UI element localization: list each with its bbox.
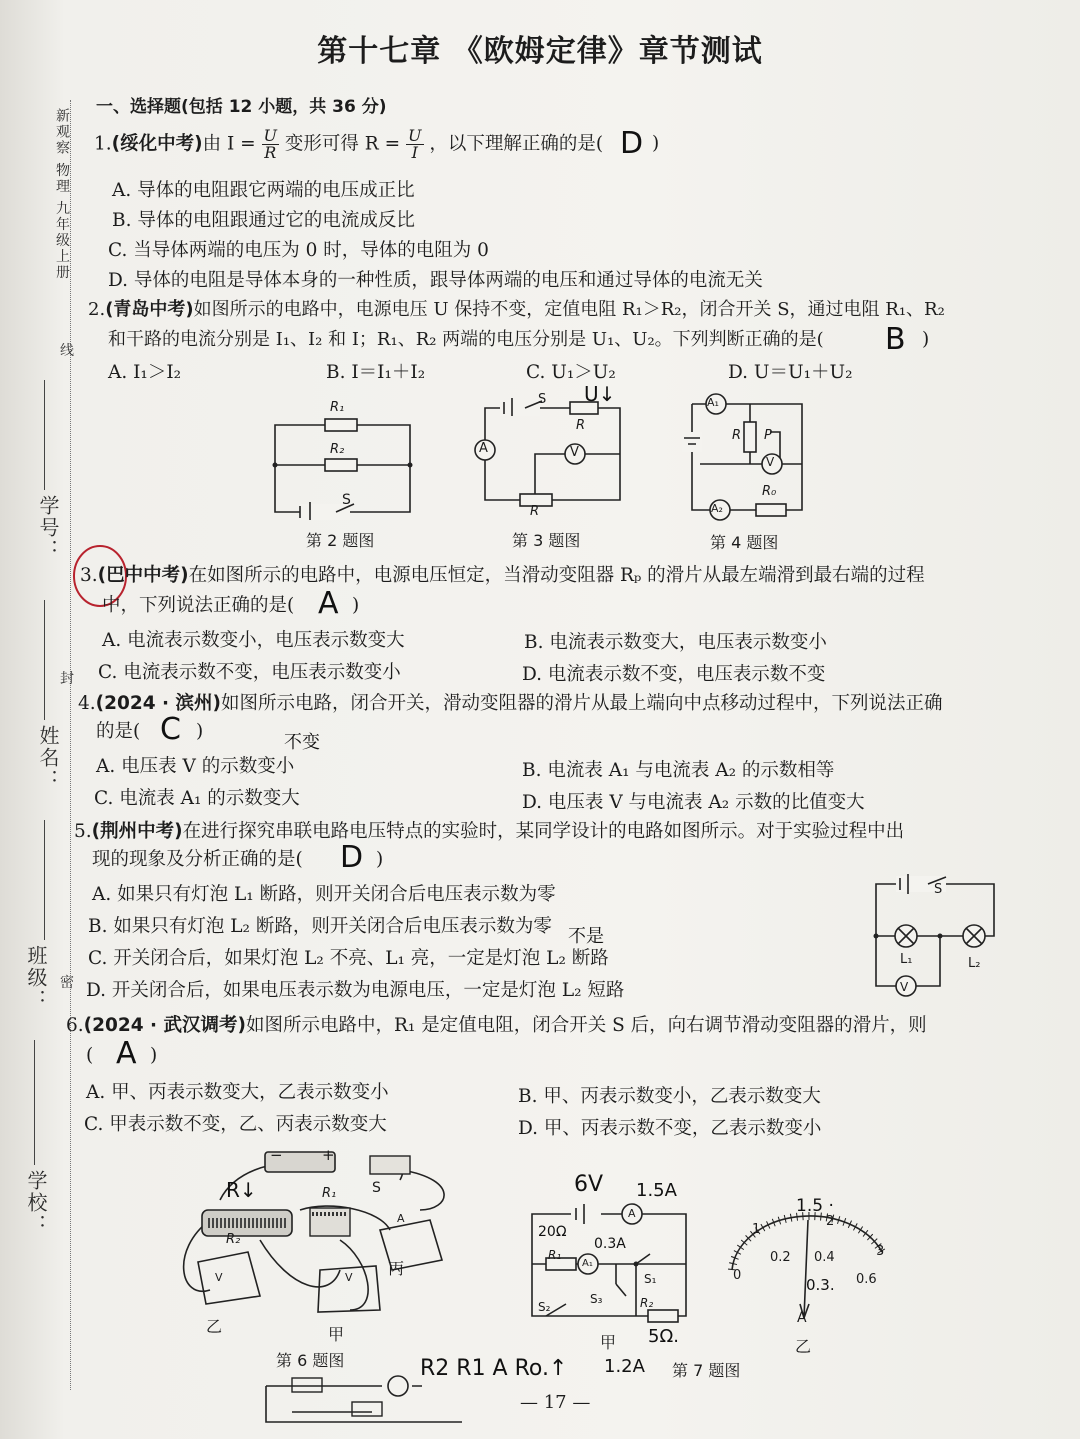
q2-option-a: A. I₁＞I₂ xyxy=(108,362,182,383)
page-title: 第十七章 《欧姆定律》章节测试 xyxy=(317,34,763,69)
fig7-caption: 第 7 题图 xyxy=(672,1361,741,1380)
q6-option-c: C. 甲表示数不变，乙、丙表示数变大 xyxy=(84,1114,387,1135)
q3-answer-handwritten: A xyxy=(318,586,339,621)
q3-option-d: D. 电流表示数不变，电压表示数不变 xyxy=(522,664,826,685)
ammeter-dial xyxy=(712,1200,892,1320)
fig6-pictorial-circuit xyxy=(180,1150,470,1340)
q6-answer-handwritten: A xyxy=(116,1036,137,1071)
q3-option-c: C. 电流表示数不变，电压表示数变小 xyxy=(98,662,401,683)
q5-option-c: C. 开关闭合后，如果灯泡 L₂ 不亮、L₁ 亮，一定是灯泡 L₂ 断路 xyxy=(88,948,609,969)
q6-option-a: A. 甲、丙表示数变大，乙表示数变小 xyxy=(86,1082,389,1103)
q3-option-a: A. 电流表示数变小，电压表示数变大 xyxy=(102,630,405,651)
fig4-caption: 第 4 题图 xyxy=(710,533,779,552)
q1-stem: 1.(绥化中考)由 I = $\frac{U}{R}$ 变形可得 R = $\frac{U}{I}$ ，以下理解正确的是( xyxy=(94,126,604,162)
q1-option-c: C. 当导体两端的电压为 0 时，导体的电阻为 0 xyxy=(108,240,489,261)
fig7-circuit xyxy=(526,1204,696,1324)
q4-option-c: C. 电流表 A₁ 的示数变大 xyxy=(94,788,300,809)
q3-line2: 中，下列说法正确的是( xyxy=(102,595,295,616)
q2-answer-handwritten: B xyxy=(885,322,906,357)
q5-option-d: D. 开关闭合后，如果电压表示数为电源电压，一定是灯泡 L₂ 短路 xyxy=(86,980,625,1001)
q5-line1: 5.(荆州中考)在进行探究串联电路电压特点的实验时，某同学设计的电路如图所示。对于实验过程中出 xyxy=(74,821,905,842)
q4-option-b: B. 电流表 A₁ 与电流表 A₂ 的示数相等 xyxy=(522,760,835,781)
q5-handwritten-note: 不是 xyxy=(568,926,604,947)
cut-line xyxy=(70,100,71,1390)
q2-option-d: D. U＝U₁＋U₂ xyxy=(728,362,853,383)
q4-handwritten-note: 不变 xyxy=(284,732,320,753)
student-no-label: 学号： xyxy=(36,495,60,561)
q6-line1: 6.(2024 · 武汉调考)如图所示电路中，R₁ 是定值电阻，闭合开关 S 后，向右调节滑动变阻器的滑片，则 xyxy=(66,1015,927,1036)
fig3-caption: 第 3 题图 xyxy=(512,531,581,550)
q6-option-b: B. 甲、丙表示数变小，乙表示数变大 xyxy=(518,1086,821,1107)
seal-xian: 线 xyxy=(60,343,74,359)
class-label: 班级： xyxy=(24,945,48,1011)
q2-option-c: C. U₁＞U₂ xyxy=(526,362,616,383)
q3-line1: 3.(巴中中考)在如图所示的电路中，电源电压恒定，当滑动变阻器 Rₚ 的滑片从最左端滑到最右端的过程 xyxy=(80,565,925,586)
q2-line1: 2.(青岛中考)如图所示的电路中，电源电压 U 保持不变，定值电阻 R₁＞R₂，闭合开关 S，通过电阻 R₁、R₂ xyxy=(88,299,945,320)
q1-option-d: D. 导体的电阻是导体本身的一种性质，跟导体两端的电压和通过导体的电流无关 xyxy=(108,270,763,291)
fig3-circuit xyxy=(470,396,630,526)
q5-option-b: B. 如果只有灯泡 L₂ 断路，则开关闭合后电压表示数为零 xyxy=(88,916,552,937)
exam-page: 新观察 物理 九年级上册 线 封 密 学号： 姓名： 班级： 学校： 第十七章 《欧姆定律》章节测试 一、选择题(包括 12 小题，共 36 分) 1.(绥化中考)由 I = $\frac{U}{R}$ 变形可得 R = $\frac{U}{I}$ ，以下理解正确的是( D ) A. 导体的电阻跟它两端的电压成正比 B. 导体的电阻跟通过它的电流成反比 C. 当导体两端的电压为 0 时，导体的电阻为 0 D. 导体的电阻是导体本身的一种性质，跟导体两端的电压和通过导体的电流无关 2.(青岛中考)如图所示的电路中，电源电压 U 保持不变，定值电阻 R₁＞R₂，闭合开关 S，通过电阻 R₁、R₂ 和干路的电流分别是 I₁、I₂ 和 I；R₁、R₂ 两端的电压分别是 U₁、U₂。下列判断正确的是( B ) A. I₁＞I₂ B. I＝I₁＋I₂ C. U₁＞U₂ D. U＝U₁＋U₂ R₁ R₂ S 第 2 题图 A V R S R U↓ 第 3 题图 A₁ V A₂ R P R₀ 第 4 题图 3.(巴中中考)在如图所示的电路中，电源电压恒定，当滑动变阻器 Rₚ 的滑片从最左端滑到最右端的过程 中，下列说法正确的是( A ) A. 电流表示数变小，电压表示数变大 B. 电流表示数变大，电压表示数变小 C. 电流表示数不变，电压表示数变小 D. 电流表示数不变，电压表示数不变 4.(2024 · 滨州)如图所示电路，闭合开关，滑动变阻器的滑片从最上端向中点移动过程中，下列说法正确 的是( C ) 不变 A. 电压表 V 的示数变小 B. 电流表 A₁ 与电流表 A₂ 的示数相等 C. 电流表 A₁ 的示数变大 D. 电压表 V 与电流表 A₂ 示数的比值变大 5.(荆州中考)在进行探究串联电路电压特点的实验时，某同学设计的电路如图所示。对于实验过程中出 现的现象及分析正确的是( D ) A. 如果只有灯泡 L₁ 断路，则开关闭合后电压表示数为零 B. 如果只有灯泡 L₂ 断路，则开关闭合后电压表示数为零 C. 开关闭合后，如果灯泡 L₂ 不亮、L₁ 亮，一定是灯泡 L₂ 断路 D. 开关闭合后，如果电压表示数为电源电压，一定是灯泡 L₂ 短路 不是 S L₁ L₂ V 6.(2024 · 武汉调考)如图所示电路中，R₁ 是定值电阻，闭合开关 S 后，向右调节滑动变阻器的滑片，则 ( A ) A. 甲、丙表示数变大，乙表示数变小 B. 甲、丙表示数变小，乙表示数变大 C. 甲表示数不变，乙、丙表示数变大 D. 甲、丙表示数不变，乙表示数变小 R↓ R₂ R₁ − + S A V V 丙 乙 甲 第 6 题图 6V 1.5A A 20Ω 0.3A R₁ A₁ S₁ S₃ S₂ R₂ 甲 5Ω. 1.2A 第 7 题图 0 0.2 0.4 0.6 1 2 3 1.5 · 0.3. A 乙 R2 R1 A Ro.↑ — 17 — xyxy=(0,0,1080,1439)
q4-option-d: D. 电压表 V 与电流表 A₂ 示数的比值变大 xyxy=(522,792,865,813)
q4-line2: 的是( xyxy=(96,721,141,742)
q2-line2: 和干路的电流分别是 I₁、I₂ 和 I；R₁、R₂ 两端的电压分别是 U₁、U₂。下列判断正确的是( xyxy=(108,329,824,350)
section-heading: 一、选择题(包括 12 小题，共 36 分) xyxy=(96,97,387,117)
q5-line2: 现的现象及分析正确的是( xyxy=(92,849,303,870)
q4-option-a: A. 电压表 V 的示数变小 xyxy=(96,756,295,777)
fig6-caption: 第 6 题图 xyxy=(276,1351,345,1370)
fig4-circuit xyxy=(680,392,810,522)
page-number: — 17 — xyxy=(520,1392,591,1413)
q5-answer-handwritten: D xyxy=(340,840,364,875)
q3-option-b: B. 电流表示数变大，电压表示数变小 xyxy=(524,632,827,653)
handwritten-sketch xyxy=(262,1372,482,1434)
name-label: 姓名： xyxy=(36,725,60,791)
q5-option-a: A. 如果只有灯泡 L₁ 断路，则开关闭合后电压表示数为零 xyxy=(92,884,556,905)
seal-feng: 封 xyxy=(60,671,74,687)
fig2-caption: 第 2 题图 xyxy=(306,531,375,550)
q2-option-b: B. I＝I₁＋I₂ xyxy=(326,362,426,383)
q4-answer-handwritten: C xyxy=(160,712,181,747)
q1-option-a: A. 导体的电阻跟它两端的电压成正比 xyxy=(112,180,415,201)
book-title: 新观察 物理 九年级上册 xyxy=(54,108,70,281)
q1-option-b: B. 导体的电阻跟通过它的电流成反比 xyxy=(112,210,415,231)
q1-answer-handwritten: D xyxy=(620,126,644,161)
q6-option-d: D. 甲、丙表示数不变，乙表示数变小 xyxy=(518,1118,822,1139)
q4-line1: 4.(2024 · 滨州)如图所示电路，闭合开关，滑动变阻器的滑片从最上端向中点移动过程中，下列说法正确 xyxy=(78,693,943,714)
seal-mi: 密 xyxy=(60,975,74,991)
school-label: 学校： xyxy=(24,1170,48,1236)
binding-margin xyxy=(0,0,80,1439)
